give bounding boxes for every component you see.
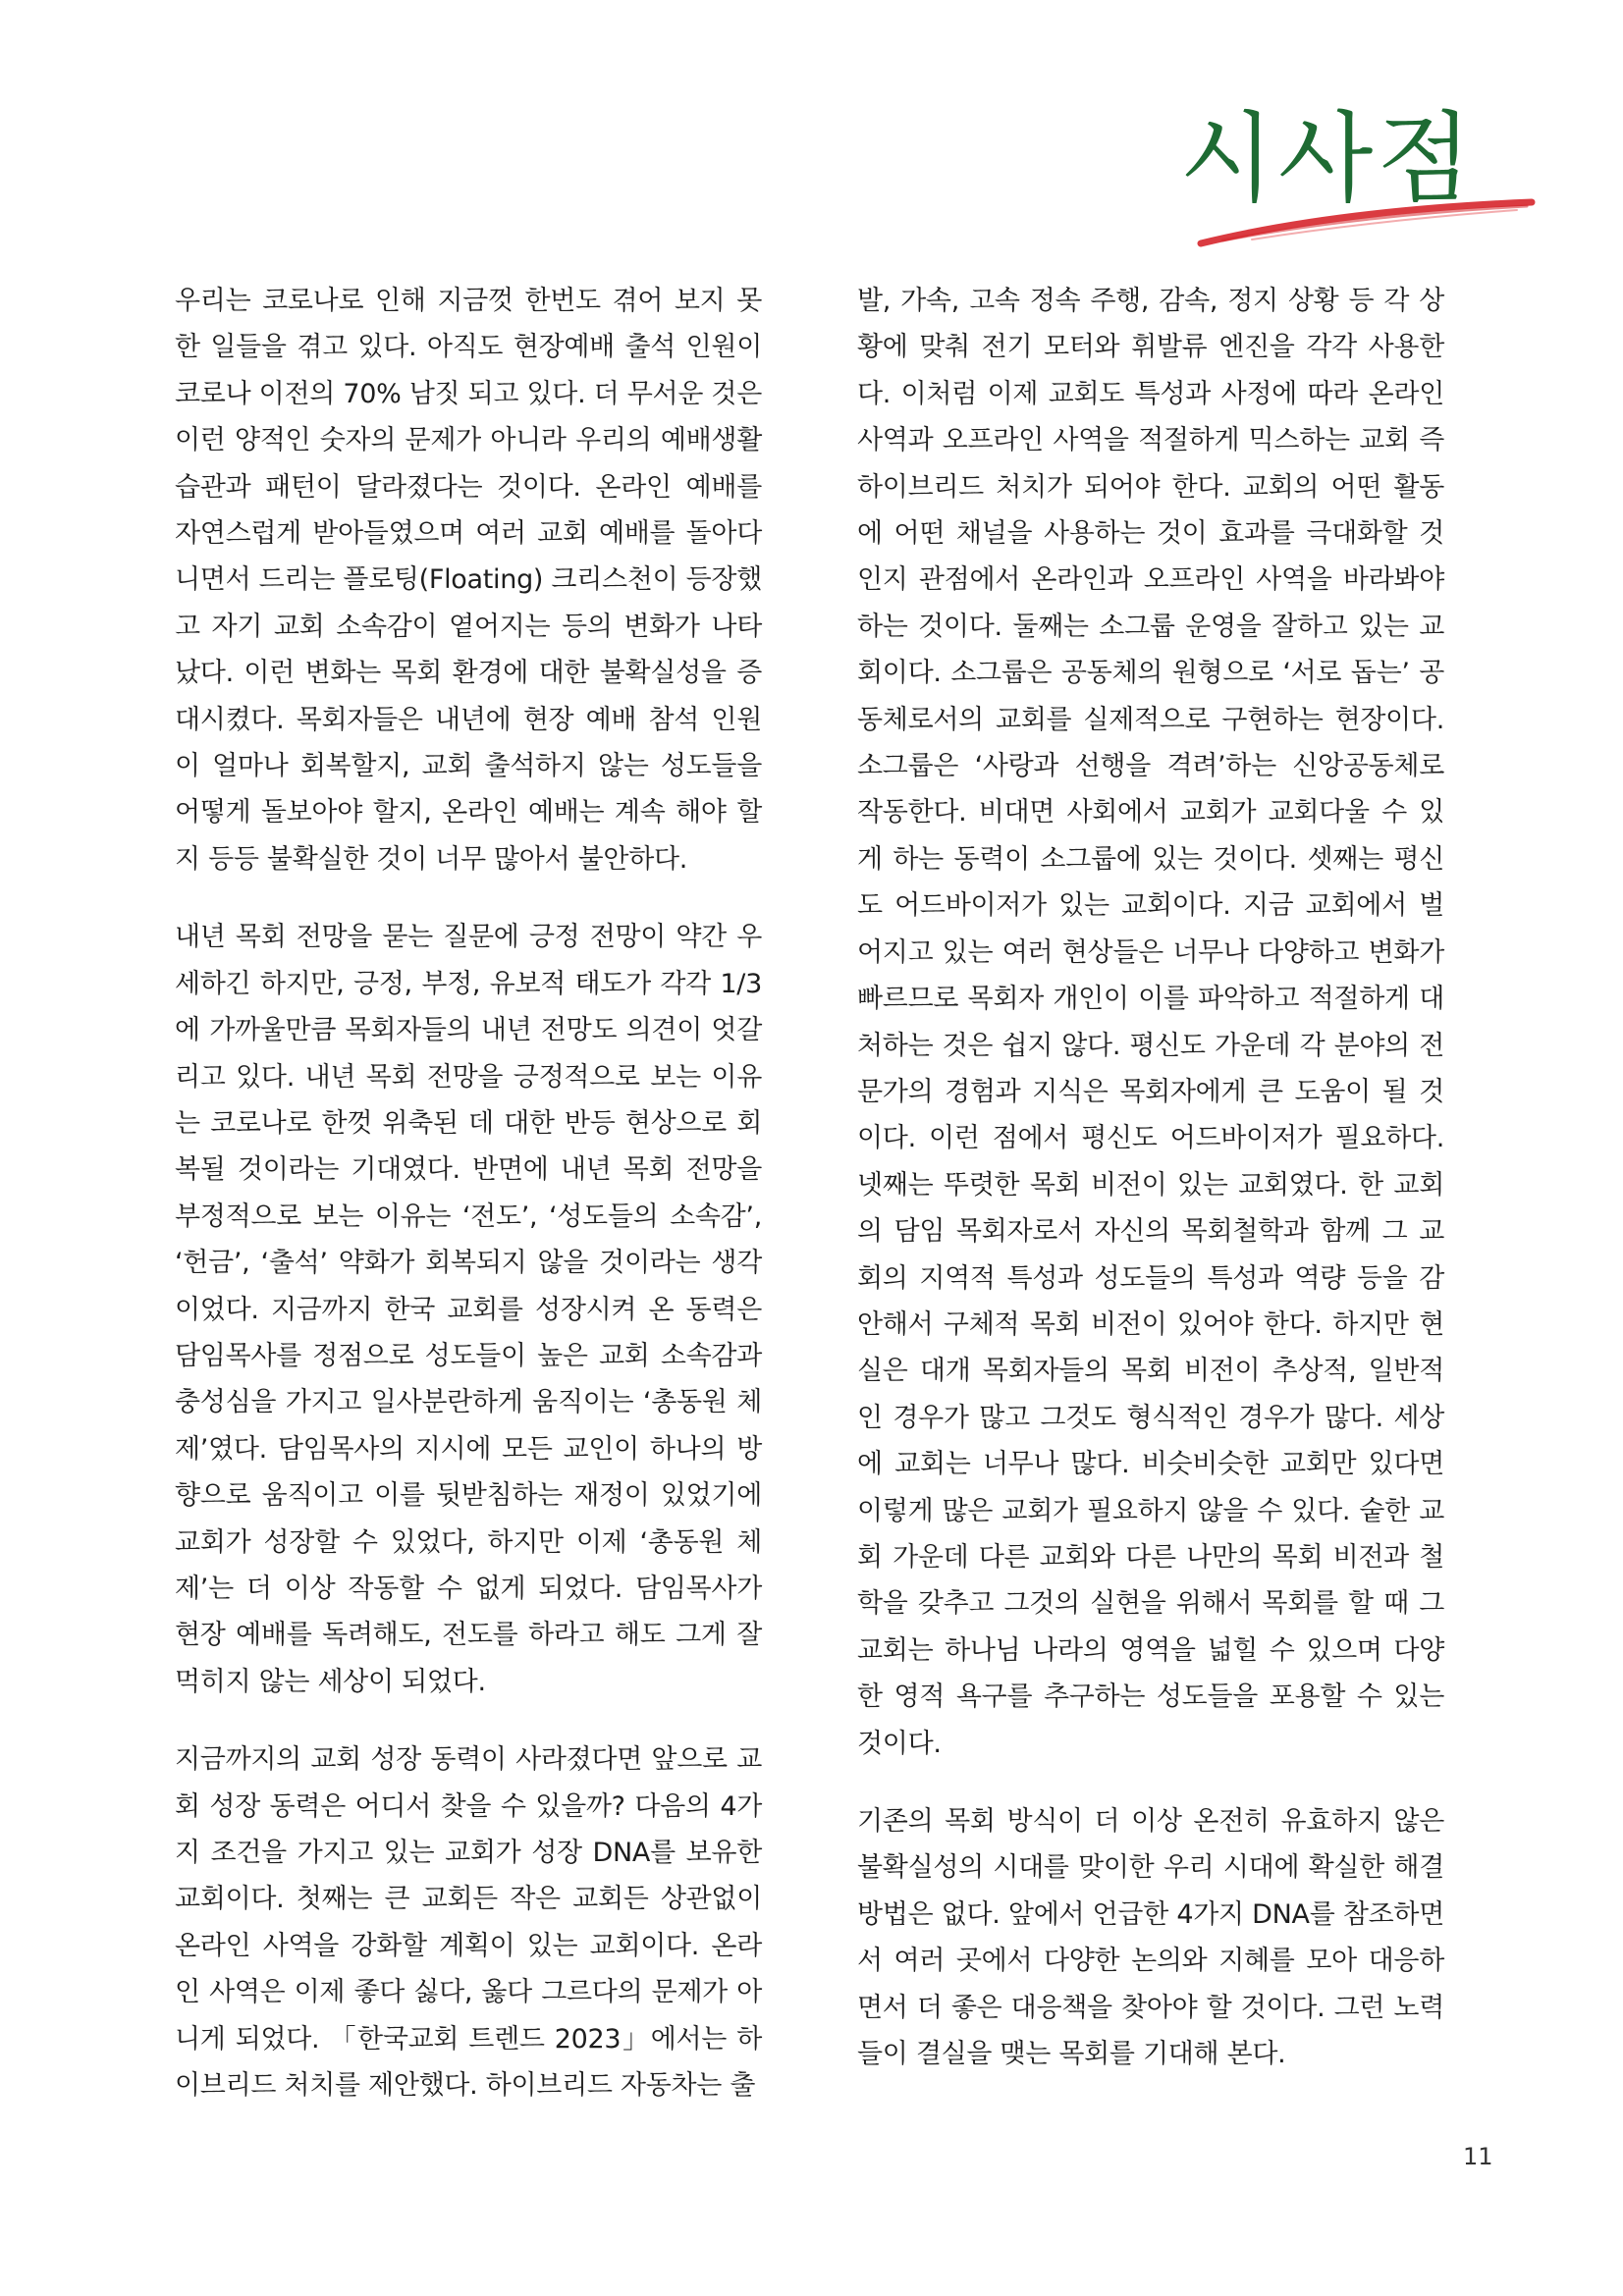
paragraph: 발, 가속, 고속 정속 주행, 감속, 정지 상황 등 각 상황에 맞춰 전기 모터와 휘발류 엔진을 각각 사용한다. 이처럼 이제 교회도 특성과 사정에 따라 온라인 사역과 오프라인 사역을 적절하게 믹스하는 교회 즉 하이브리드 처치가 되어야 한다. 교회의 어떤 활동에 어떤 채널을 사용하는 것이 효과를 극대화할 것인지 관점에서 온라인과 오프라인 사역을 바라봐야 하는 것이다. 둘째는 소그룹 운영을 잘하고 있는 교회이다. 소그룹은 공동체의 원형으로 ‘서로 돕는’ 공동체로서의 교회를 실제적으로 구현하는 현장이다. 소그룹은 ‘사랑과 선행을 격려’하는 신앙공동체로 작동한다. 비대면 사회에서 교회가 교회다울 수 있게 하는 동력이 소그룹에 있는 것이다. 셋째는 평신도 어드바이저가 있는 교회이다. 지금 교회에서 벌어지고 있는 여러 현상들은 너무나 다양하고 변화가 빠르므로 목회자 개인이 이를 파악하고 적절하게 대처하는 것은 쉽지 않다. 평신도 가운데 각 분야의 전문가의 경험과 지식은 목회자에게 큰 도움이 될 것이다. 이런 점에서 평신도 어드바이저가 필요하다. 넷째는 뚜렷한 목회 비전이 있는 교회였다. 한 교회의 담임 목회자로서 자신의 목회철학과 함께 그 교회의 지역적 특성과 성도들의 특성과 역량 등을 감안해서 구체적 목회 비전이 있어야 한다. 하지만 현실은 대개 목회자들의 목회 비전이 추상적, 일반적인 경우가 많고 그것도 형식적인 경우가 많다. 세상에 교회는 너무나 많다. 비슷비슷한 교회만 있다면 이렇게 많은 교회가 필요하지 않을 수 있다. 숱한 교회 가운데 다른 교회와 다른 나만의 목회 비전과 철학을 갖추고 그것의 실현을 위해서 목회를 할 때 그 교회는 하나님 나라의 영역을 넓힐 수 있으며 다양한 영적 욕구를 추구하는 성도들을 포용할 수 있는 것이다. [857,286,1444,1759]
paragraph: 지금까지의 교회 성장 동력이 사라졌다면 앞으로 교회 성장 동력은 어디서 찾을 수 있을까? 다음의 4가지 조건을 가지고 있는 교회가 성장 DNA를 보유한 교회이다. 첫째는 큰 교회든 작은 교회든 상관없이 온라인 사역을 강화할 계획이 있는 교회이다. 온라인 사역은 이제 좋다 싫다, 옳다 그르다의 문제가 아니게 되었다. 「한국교회 트렌드 2023」에서는 하이브리드 처치를 제안했다. 하이브리드 자동차는 출 [175,1744,762,2102]
title-underline-brush [1193,194,1537,253]
paragraph: 우리는 코로나로 인해 지금껏 한번도 겪어 보지 못한 일들을 겪고 있다. 아직도 현장예배 출석 인원이 코로나 이전의 70% 남짓 되고 있다. 더 무서운 것은 이런 양적인 숫자의 문제가 아니라 우리의 예배생활 습관과 패턴이 달라졌다는 것이다. 온라인 예배를 자연스럽게 받아들였으며 여러 교회 예배를 돌아다니면서 드리는 플로팅(Floating) 크리스천이 등장했고 자기 교회 소속감이 옅어지는 등의 변화가 나타났다. 이런 변화는 목회 환경에 대한 불확실성을 증대시켰다. 목회자들은 내년에 현장 예배 참석 인원이 얼마나 회복할지, 교회 출석하지 않는 성도들을 어떻게 돌보아야 할지, 온라인 예배는 계속 해야 할지 등등 불확실한 것이 너무 많아서 불안하다. [175,286,762,875]
left-column [175,278,762,2140]
paragraph: 기존의 목회 방식이 더 이상 온전히 유효하지 않은 불확실성의 시대를 맞이한 우리 시대에 확실한 해결방법은 없다. 앞에서 언급한 4가지 DNA를 참조하면서 여러 곳에서 다양한 논의와 지혜를 모아 대응하면서 더 좋은 대응책을 찾아야 할 것이다. 그런 노력들이 결실을 맺는 목회를 기대해 본다. [857,1806,1444,2070]
paragraph: 내년 목회 전망을 묻는 질문에 긍정 전망이 약간 우세하긴 하지만, 긍정, 부정, 유보적 태도가 각각 1/3에 가까울만큼 목회자들의 내년 전망도 의견이 엇갈리고 있다. 내년 목회 전망을 긍정적으로 보는 이유는 코로나로 한껏 위축된 데 대한 반등 현상으로 회복될 것이라는 기대였다. 반면에 내년 목회 전망을 부정적으로 보는 이유는 ‘전도’, ‘성도들의 소속감’, ‘헌금’, ‘출석’ 약화가 회복되지 않을 것이라는 생각이었다. 지금까지 한국 교회를 성장시켜 온 동력은 담임목사를 정점으로 성도들이 높은 교회 소속감과 충성심을 가지고 일사분란하게 움직이는 ‘총동원 체제’였다. 담임목사의 지시에 모든 교인이 하나의 방향으로 움직이고 이를 뒷받침하는 재정이 있었기에 교회가 성장할 수 있었다, 하지만 이제 ‘총동원 체제’는 더 이상 작동할 수 없게 되었다. 담임목사가 현장 예배를 독려해도, 전도를 하라고 해도 그게 잘 먹히지 않는 세상이 되었다. [175,922,762,1697]
right-column [857,278,1444,2109]
page-title: 시사점 [1179,101,1476,216]
page-number: 11 [1463,2143,1493,2170]
